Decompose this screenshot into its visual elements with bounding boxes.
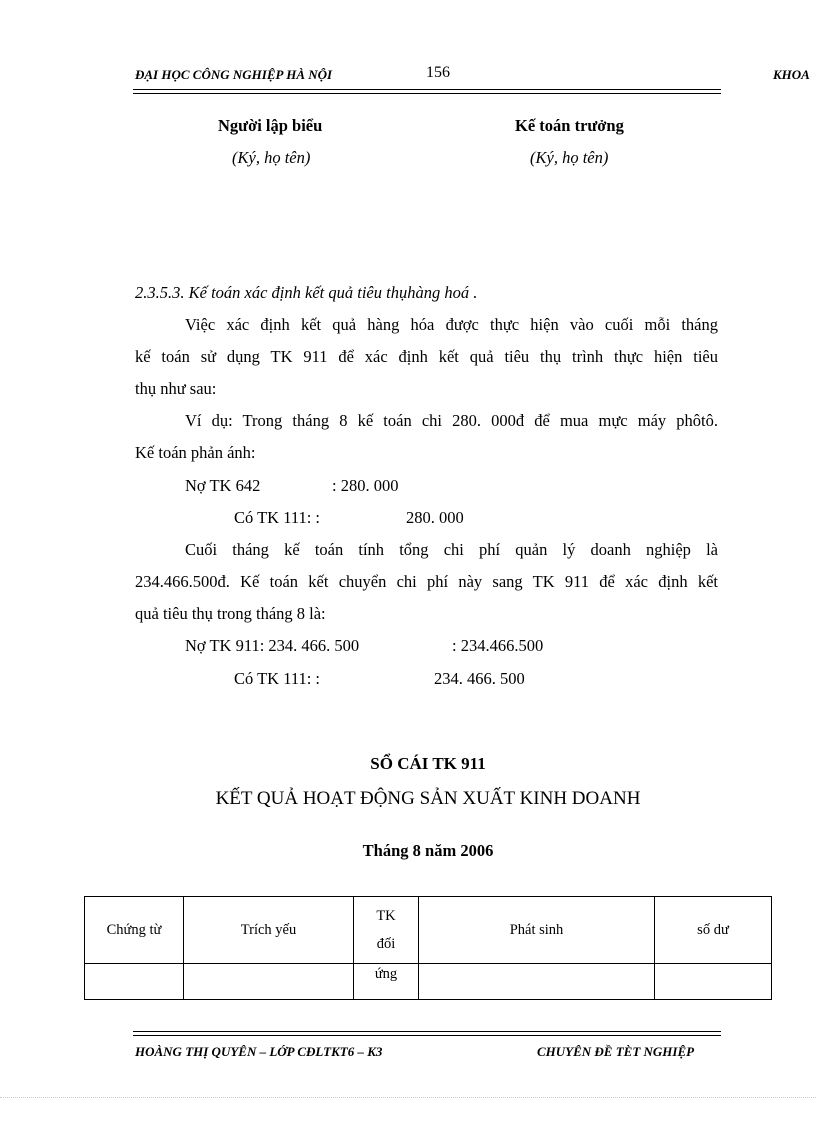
para1-line3: thụ như sau: — [135, 379, 217, 398]
entry2-credit-value: 234. 466. 500 — [434, 669, 525, 688]
footer-rule-top — [133, 1031, 721, 1032]
chief-accountant-note: (Ký, họ tên) — [530, 148, 609, 167]
section-heading: 2.3.5.3. Kế toán xác định kết quả tiêu thụhàng hoá . — [135, 283, 478, 302]
cell-empty — [85, 964, 184, 1000]
preparer-note: (Ký, họ tên) — [232, 148, 311, 167]
cell-empty — [655, 964, 772, 1000]
footer-rule-bottom — [133, 1035, 721, 1036]
col-balance: số dư — [655, 897, 772, 964]
col-description: Trích yếu — [184, 897, 354, 964]
header-right-text: KHOA — [773, 67, 810, 82]
footer-author: HOÀNG THỊ QUYÊN – LỚP CĐLTKT6 – K3 — [135, 1044, 383, 1059]
para2-line2: Kế toán phản ánh: — [135, 443, 256, 462]
col-arising: Phát sinh — [419, 897, 655, 964]
entry2-debit-label: Nợ TK 911: 234. 466. 500 — [185, 636, 360, 655]
para1-line1: Việc xác định kết quả hàng hóa được thực hiện vào cuối mỗi tháng — [185, 315, 718, 334]
header-rule-top — [133, 89, 721, 90]
ledger-header-row-2 — [85, 964, 772, 1000]
para2-line1: Ví dụ: Trong tháng 8 kế toán chi 280. 000đ để mua mực máy phôtô. — [185, 411, 718, 430]
page-number: 156 — [426, 64, 450, 81]
header-school: ĐẠI HỌC CÔNG NGHIỆP HÀ NỘI — [135, 67, 333, 82]
col-tk-line3: ứng — [354, 964, 419, 1000]
header-rule-bottom — [133, 93, 721, 94]
entry1-debit-label: Nợ TK 642 — [185, 476, 261, 495]
cell-empty — [419, 964, 655, 1000]
chief-accountant-title: Kế toán trưởng — [515, 116, 624, 135]
entry2-credit-label: Có TK 111: : — [234, 669, 321, 688]
preparer-title: Người lập biểu — [218, 116, 323, 135]
col-tk-line2: đối — [376, 936, 396, 952]
ledger-header-row — [85, 897, 772, 964]
col-voucher: Chứng từ — [85, 897, 184, 964]
para1-line2: kế toán sử dụng TK 911 để xác định kết quả tiêu thụ trình thực hiện tiêu — [135, 347, 718, 366]
entry1-debit-value: : 280. 000 — [332, 476, 399, 495]
col-tk — [354, 897, 419, 964]
ledger-table — [84, 896, 772, 1000]
para3-line1: Cuối tháng kế toán tính tổng chi phí quản lý doanh nghiệp là — [185, 540, 718, 559]
ledger-subtitle: KẾT QUẢ HOẠT ĐỘNG SẢN XUẤT KINH DOANH — [215, 788, 641, 809]
entry1-credit-value: 280. 000 — [406, 508, 464, 527]
ledger-title: SỔ CÁI TK 911 — [370, 754, 486, 773]
page-bottom-dotted-line — [0, 1097, 816, 1098]
para3-line3: quả tiêu thụ trong tháng 8 là: — [135, 604, 326, 623]
ledger-period: Tháng 8 năm 2006 — [362, 841, 494, 860]
para3-line2: 234.466.500đ. Kế toán kết chuyển chi phí này sang TK 911 để xác định kết — [135, 572, 718, 591]
col-tk-line1: TK — [376, 908, 396, 924]
entry1-credit-label: Có TK 111: : — [234, 508, 321, 527]
footer-thesis: CHUYÊN ĐỀ TÈT NGHIỆP — [537, 1044, 695, 1059]
entry2-debit-value: : 234.466.500 — [452, 636, 544, 655]
cell-empty — [184, 964, 354, 1000]
